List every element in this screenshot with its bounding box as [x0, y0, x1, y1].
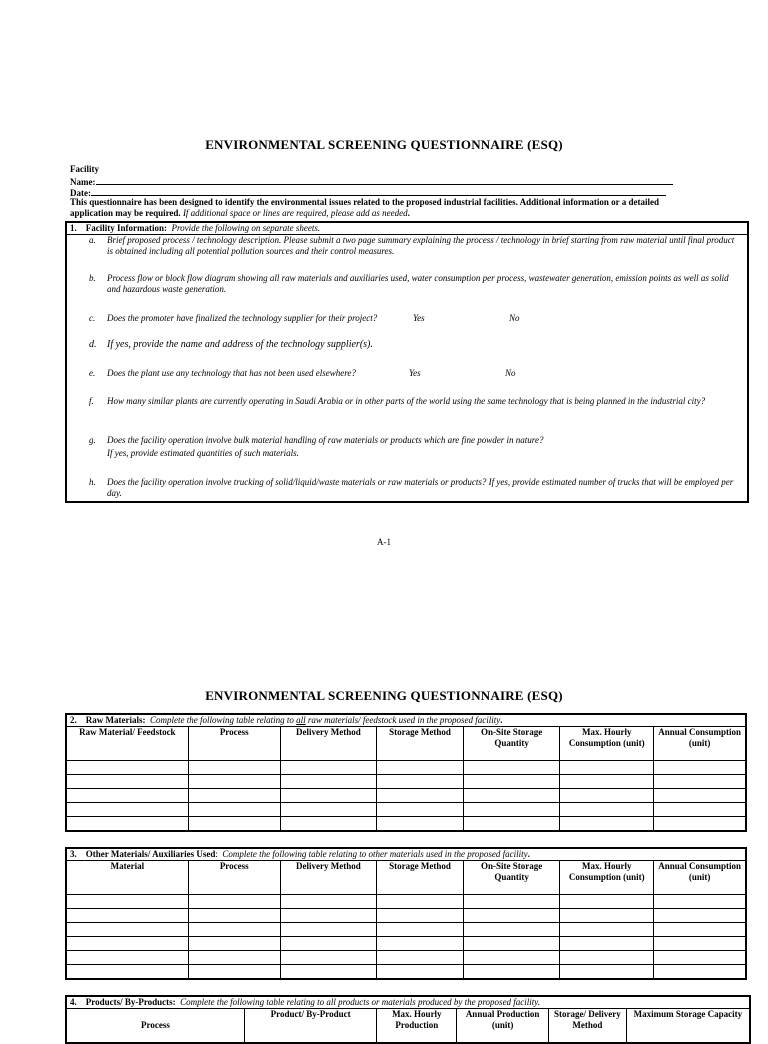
table-cell[interactable] [560, 789, 654, 803]
table-cell[interactable] [66, 909, 188, 923]
table-cell[interactable] [654, 951, 746, 965]
question-letter: a. [89, 235, 96, 245]
table-cell[interactable] [188, 761, 280, 775]
table-header-row [66, 861, 746, 895]
table-row [66, 923, 746, 937]
table-cell[interactable] [376, 909, 463, 923]
question-letter: c. [89, 313, 96, 323]
question-letter: d. [89, 339, 97, 350]
section3-title: Other Materials/ Auxiliaries Used [85, 849, 216, 859]
table-cell[interactable] [188, 909, 280, 923]
question-text: Does the facility operation involve bulk material handling of raw materials or products which are fine powder in nature? [107, 435, 544, 445]
section2-title: Raw Materials: [85, 715, 146, 725]
section2-instruction-emphasis: all [296, 715, 306, 725]
table-cell[interactable] [560, 909, 654, 923]
question-text: Process flow or block flow diagram showing all raw materials and auxiliaries used, water consumption per process, wastewater generation, emission points as well as solid and hazardous waste generation. [107, 273, 729, 294]
table-cell[interactable] [376, 951, 463, 965]
table-cell[interactable] [280, 817, 376, 831]
table-cell[interactable] [654, 965, 746, 979]
table-row [66, 937, 746, 951]
table-cell[interactable] [464, 817, 560, 831]
name-fill-line[interactable] [96, 175, 673, 185]
table-cell[interactable] [654, 775, 746, 789]
table-cell[interactable] [464, 803, 560, 817]
table-cell[interactable] [188, 803, 280, 817]
table-cell[interactable] [654, 817, 746, 831]
column-header: Product/ By-Product [244, 1009, 377, 1043]
table-header-row [66, 727, 746, 761]
table-cell[interactable] [464, 937, 560, 951]
table-cell[interactable] [464, 923, 560, 937]
table-cell[interactable] [280, 937, 376, 951]
question-letter: f. [89, 396, 94, 406]
table-cell[interactable] [376, 775, 463, 789]
section4-caption [66, 996, 750, 1009]
table-cell[interactable] [654, 895, 746, 909]
table-cell[interactable] [560, 951, 654, 965]
table-cell[interactable] [376, 761, 463, 775]
column-header: On-Site Storage Quantity [464, 861, 560, 895]
table-cell[interactable] [66, 895, 188, 909]
table-cell[interactable] [280, 803, 376, 817]
section1-title: Facility Information: [85, 223, 167, 233]
table-cell[interactable] [560, 895, 654, 909]
products-table [65, 995, 751, 1044]
table-cell[interactable] [66, 923, 188, 937]
section3-caption: 3. Other Materials/ Auxiliaries Used: Complete the following table relating to other materials used in the proposed facility. [66, 848, 746, 861]
section3-number: 3. [70, 849, 77, 859]
question-letter: e. [89, 368, 96, 378]
table-cell[interactable] [654, 923, 746, 937]
table-cell[interactable] [654, 789, 746, 803]
table-cell[interactable] [376, 817, 463, 831]
section1-instruction: Provide the following on separate sheets. [171, 223, 321, 233]
table-row [66, 775, 746, 789]
table-cell[interactable] [188, 965, 280, 979]
column-header: Maximum Storage Capacity [626, 1009, 750, 1043]
column-header: Annual Consumption (unit) [654, 727, 746, 761]
section2-instruction-rest: raw materials/ feedstock used in the proposed facility [305, 715, 501, 725]
column-header: Delivery Method [280, 861, 376, 895]
other-materials-table [65, 847, 747, 980]
section3-instruction: Complete the following table relating to other materials used in the proposed facility [222, 849, 528, 859]
yes-option[interactable]: Yes [409, 368, 421, 378]
raw-materials-table [65, 713, 747, 832]
question-text: If yes, provide the name and address of the technology supplier(s). [107, 339, 373, 350]
question-text: Does the facility operation involve trucking of solid/liquid/waste materials or raw materials or products? If yes, provide estimated number of trucks that will be employed per day. [107, 477, 734, 498]
question-text: Does the plant use any technology that has not been used elsewhere? [107, 368, 356, 378]
column-header: Max. Hourly Consumption (unit) [560, 727, 654, 761]
table-cell[interactable] [66, 965, 188, 979]
table-cell[interactable] [66, 789, 188, 803]
table-cell[interactable] [464, 965, 560, 979]
table-cell[interactable] [560, 923, 654, 937]
table-header-row [66, 1009, 750, 1043]
question-letter: h. [89, 477, 96, 487]
table-cell[interactable] [654, 937, 746, 951]
table-cell[interactable] [376, 803, 463, 817]
table-cell[interactable] [188, 937, 280, 951]
column-header: Material [66, 861, 188, 895]
table-cell[interactable] [280, 923, 376, 937]
date-fill-line[interactable] [91, 186, 666, 196]
column-header: Delivery Method [280, 727, 376, 761]
table-cell[interactable] [376, 937, 463, 951]
table-cell[interactable] [464, 761, 560, 775]
table-cell[interactable] [376, 895, 463, 909]
table-cell[interactable] [560, 937, 654, 951]
table-cell[interactable] [654, 761, 746, 775]
table-cell[interactable] [464, 789, 560, 803]
table-cell[interactable] [188, 923, 280, 937]
section1-heading [67, 223, 747, 235]
table-cell[interactable] [376, 965, 463, 979]
column-header: Raw Material/ Feedstock [66, 727, 188, 761]
table-cell[interactable] [66, 937, 188, 951]
column-header: Max. Hourly Consumption (unit) [560, 861, 654, 895]
table-caption-row [66, 996, 750, 1009]
table-cell[interactable] [560, 803, 654, 817]
table-cell[interactable] [560, 761, 654, 775]
intro-italic-text: If additional space or lines are required, please add as needed [182, 208, 408, 218]
section4-instruction: Complete the following table relating to all products or materials produced by the proposed facility. [180, 997, 541, 1007]
table-cell[interactable] [464, 909, 560, 923]
column-header: Process [188, 727, 280, 761]
table-row [66, 951, 746, 965]
question-text: If yes, provide estimated quantities of such materials. [107, 448, 299, 458]
table-cell[interactable] [66, 817, 188, 831]
table-cell[interactable] [560, 817, 654, 831]
question-text: How many similar plants are currently operating in Saudi Arabia or in other parts of the world using the same technology that is being planned in the industrial city? [107, 396, 706, 406]
question-text: Does the promoter have finalized the technology supplier for their project? [107, 313, 378, 323]
table-row [66, 965, 746, 979]
table-cell[interactable] [464, 895, 560, 909]
column-header: Storage Method [376, 727, 463, 761]
column-header: Process [66, 1009, 244, 1043]
section2-caption: 2. Raw Materials: Complete the following table relating to all raw materials/ feedstock used in the proposed facility. [66, 714, 746, 727]
page-number: A-1 [377, 537, 391, 547]
section4-number: 4. [70, 997, 77, 1007]
table-row [66, 803, 746, 817]
question-letter: b. [89, 273, 96, 283]
table-row [66, 817, 746, 831]
section1-number: 1. [70, 223, 77, 233]
table-cell[interactable] [66, 761, 188, 775]
table-cell[interactable] [280, 761, 376, 775]
name-label: Name: [70, 177, 96, 187]
yes-option[interactable]: Yes [413, 313, 425, 323]
table-cell[interactable] [560, 965, 654, 979]
table-cell[interactable] [464, 951, 560, 965]
question-text: Brief proposed process / technology description. Please submit a two page summary explaining the process / technology in brief starting from raw material until final product is obtained including all potential pollution sources and their control measures. [107, 235, 735, 256]
table-cell[interactable] [280, 775, 376, 789]
table-cell[interactable] [188, 775, 280, 789]
table-cell[interactable] [280, 965, 376, 979]
table-caption-row [66, 848, 746, 861]
table-cell[interactable] [188, 789, 280, 803]
table-row [66, 761, 746, 775]
table-cell[interactable] [66, 951, 188, 965]
no-option[interactable]: No [509, 313, 520, 323]
section2-instruction: Complete the following table relating to [149, 715, 297, 725]
table-cell[interactable] [188, 951, 280, 965]
table-row [66, 895, 746, 909]
table-cell[interactable] [560, 775, 654, 789]
table-cell[interactable] [280, 951, 376, 965]
table-cell[interactable] [66, 803, 188, 817]
question-letter: g. [89, 435, 96, 445]
section2-number: 2. [70, 715, 77, 725]
table-cell[interactable] [280, 909, 376, 923]
column-header: Annual Production (unit) [457, 1009, 549, 1043]
table-caption-row [66, 714, 746, 727]
table-row [66, 789, 746, 803]
column-header: Storage Method [376, 861, 463, 895]
column-header: Annual Consumption (unit) [654, 861, 746, 895]
intro-text: This questionnaire has been designed to identify the environmental issues related to the proposed industrial facilities. Additional information or a detailed application may be required. If additional space or lines are required, please add as needed. [70, 197, 659, 218]
table-cell[interactable] [188, 895, 280, 909]
table-cell[interactable] [188, 817, 280, 831]
table-cell[interactable] [654, 909, 746, 923]
table-cell[interactable] [66, 775, 188, 789]
table-cell[interactable] [376, 923, 463, 937]
table-row [66, 909, 746, 923]
column-header: On-Site Storage Quantity [464, 727, 560, 761]
date-label: Date: [70, 188, 91, 198]
column-header: Process [188, 861, 280, 895]
section4-title: Products/ By-Products: [85, 997, 176, 1007]
no-option[interactable]: No [505, 368, 516, 378]
intro-bold-text: This questionnaire has been designed to identify the environmental issues related to the proposed industrial facilities. Additional information or a detailed application may be required. [70, 197, 659, 218]
table-cell[interactable] [376, 789, 463, 803]
table-cell[interactable] [464, 775, 560, 789]
column-header: Max. Hourly Production [377, 1009, 457, 1043]
page-title: ENVIRONMENTAL SCREENING QUESTIONNAIRE (ESQ) [205, 688, 563, 703]
table-cell[interactable] [280, 895, 376, 909]
page-title: ENVIRONMENTAL SCREENING QUESTIONNAIRE (ESQ) [205, 137, 563, 152]
table-cell[interactable] [280, 789, 376, 803]
column-header: Storage/ Delivery Method [549, 1009, 627, 1043]
section1-box [65, 221, 749, 503]
facility-label: Facility [70, 164, 99, 174]
table-cell[interactable] [654, 803, 746, 817]
